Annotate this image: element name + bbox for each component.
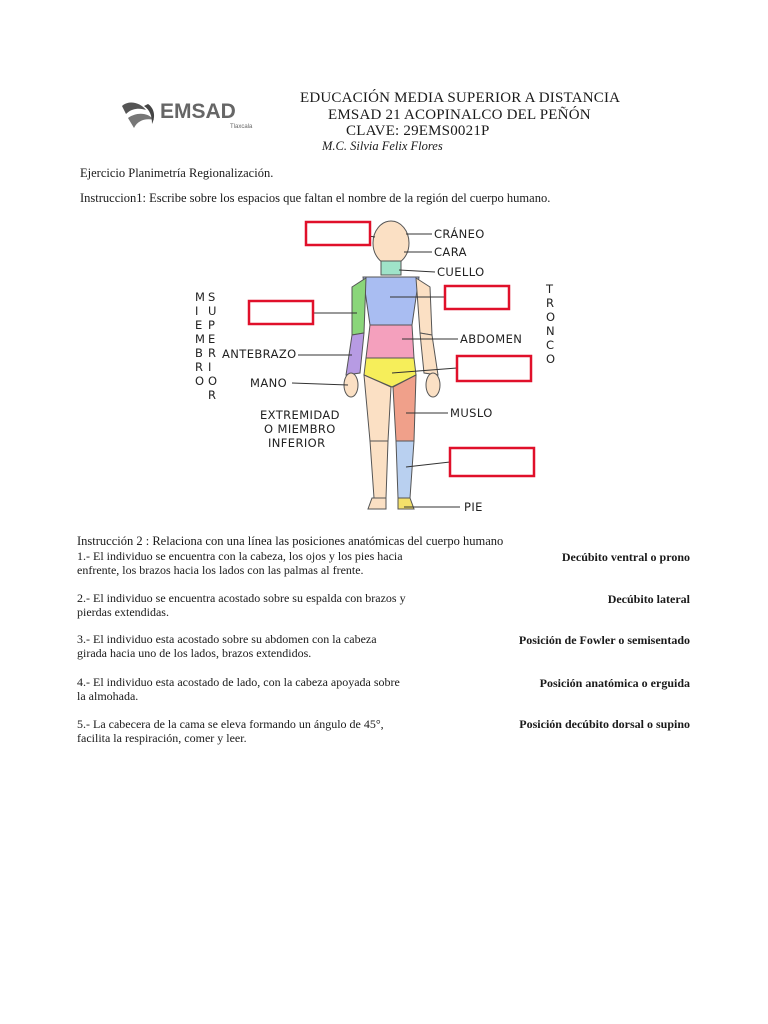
abdomen-region <box>366 325 414 358</box>
logo-emblem-icon <box>122 103 154 128</box>
right-hand <box>426 373 440 397</box>
logo-text: EMSAD <box>160 100 236 123</box>
exercise-title: Ejercicio Planimetría Regionalización. <box>80 166 274 180</box>
label-cuello: CUELLO <box>437 265 485 279</box>
statement-line: girada hacia uno de los lados, brazos extendidos. <box>77 646 312 660</box>
blank-box-3 <box>249 301 313 324</box>
side-letter: B <box>195 346 203 360</box>
body-regions-diagram <box>180 215 580 520</box>
emsad-logo <box>118 96 268 136</box>
blank-box-4 <box>457 356 531 381</box>
answer-option-1: Decúbito ventral o prono <box>561 550 690 564</box>
left-lower-leg <box>370 441 388 498</box>
blank-box-1 <box>306 222 370 245</box>
label-antebrazo: ANTEBRAZO <box>222 347 297 361</box>
label-muslo: MUSLO <box>450 406 493 420</box>
label-extremidad-2: O MIEMBRO <box>264 422 336 436</box>
statement-line: 1.- El individuo se encuentra con la cabeza, los ojos y los pies hacia <box>77 549 403 563</box>
left-thigh <box>364 375 391 441</box>
side-label-superior <box>208 290 217 402</box>
leader-mano <box>292 383 348 385</box>
side-letter: P <box>208 318 215 332</box>
left-forearm <box>346 333 364 375</box>
logo-subtext: Tlaxcala <box>230 124 253 130</box>
header-author: M.C. Silvia Felix Flores <box>322 139 443 153</box>
answer-option-3: Posición de Fowler o semisentado <box>518 633 690 647</box>
side-letter: R <box>195 360 203 374</box>
label-abdomen: ABDOMEN <box>460 332 523 346</box>
statement-item-5 <box>77 717 457 745</box>
neck-region <box>381 261 401 275</box>
side-letter: R <box>546 296 554 310</box>
side-letter: U <box>208 304 217 318</box>
answer-option-2: Decúbito lateral <box>607 592 690 606</box>
answer-option-4: Posición anatómica o erguida <box>539 676 690 690</box>
instruction-2: Instrucción 2 : Relaciona con una línea las posiciones anatómicas del cuerpo humano <box>77 534 504 548</box>
leader-cuello <box>399 270 435 272</box>
side-letter: M <box>195 332 205 346</box>
right-upper-arm <box>416 278 432 335</box>
label-extremidad-3: INFERIOR <box>268 436 326 450</box>
statement-item-4 <box>77 675 457 703</box>
side-letter: R <box>208 346 216 360</box>
side-letter: O <box>208 374 218 388</box>
statement-line: 2.- El individuo se encuentra acostado sobre su espalda con brazos y <box>77 591 406 605</box>
statement-line: facilita la respiración, comer y leer. <box>77 731 247 745</box>
side-letter: I <box>208 360 212 374</box>
statement-line: enfrente, los brazos hacia los lados con las palmas al frente. <box>77 563 364 577</box>
blank-box-2 <box>445 286 509 309</box>
label-craneo: CRÁNEO <box>434 227 485 241</box>
label-mano: MANO <box>250 376 288 390</box>
side-letter: O <box>546 352 556 366</box>
side-letter: M <box>195 290 205 304</box>
chest-region <box>363 277 419 325</box>
side-letter: R <box>208 388 216 402</box>
side-letter: O <box>195 374 205 388</box>
instruction-1: Instruccion1: Escribe sobre los espacios que faltan el nombre de la región del cuerpo humano. <box>80 191 551 205</box>
statement-line: 4.- El individuo esta acostado de lado, con la cabeza apoyada sobre <box>77 675 400 689</box>
side-letter: C <box>546 338 555 352</box>
statement-line: 5.- La cabecera de la cama se eleva formando un ángulo de 45°, <box>77 717 384 731</box>
label-pie: PIE <box>464 500 483 514</box>
side-letter: I <box>195 304 199 318</box>
answer-option-5: Posición decúbito dorsal o supino <box>519 717 690 731</box>
statement-line: pierdas extendidas. <box>77 605 169 619</box>
label-cara: CARA <box>434 245 467 259</box>
statement-item-1 <box>77 549 457 577</box>
right-lower-leg <box>396 441 414 498</box>
head-shape <box>373 221 409 265</box>
side-label-miembro <box>195 290 205 388</box>
side-letter: O <box>546 310 556 324</box>
header-line-3: CLAVE: 29EMS0021P <box>346 123 490 139</box>
side-letter: S <box>208 290 216 304</box>
statement-line: la almohada. <box>77 689 139 703</box>
side-letter: E <box>195 318 203 332</box>
statement-item-2 <box>77 591 457 619</box>
side-letter: E <box>208 332 216 346</box>
side-letter: N <box>546 324 555 338</box>
side-label-tronco <box>545 282 555 366</box>
statement-item-3 <box>77 632 457 660</box>
label-extremidad-1: EXTREMIDAD <box>260 408 340 422</box>
body-figure <box>344 221 440 509</box>
header-line-1: EDUCACIÓN MEDIA SUPERIOR A DISTANCIA <box>300 90 621 106</box>
right-thigh <box>393 375 416 441</box>
header-line-2: EMSAD 21 ACOPINALCO DEL PEÑÓN <box>328 107 591 123</box>
blank-box-5 <box>450 448 534 476</box>
statement-line: 3.- El individuo esta acostado sobre su abdomen con la cabeza <box>77 632 377 646</box>
left-upper-arm <box>352 278 366 335</box>
left-foot <box>368 498 386 509</box>
side-letter: T <box>546 282 554 296</box>
